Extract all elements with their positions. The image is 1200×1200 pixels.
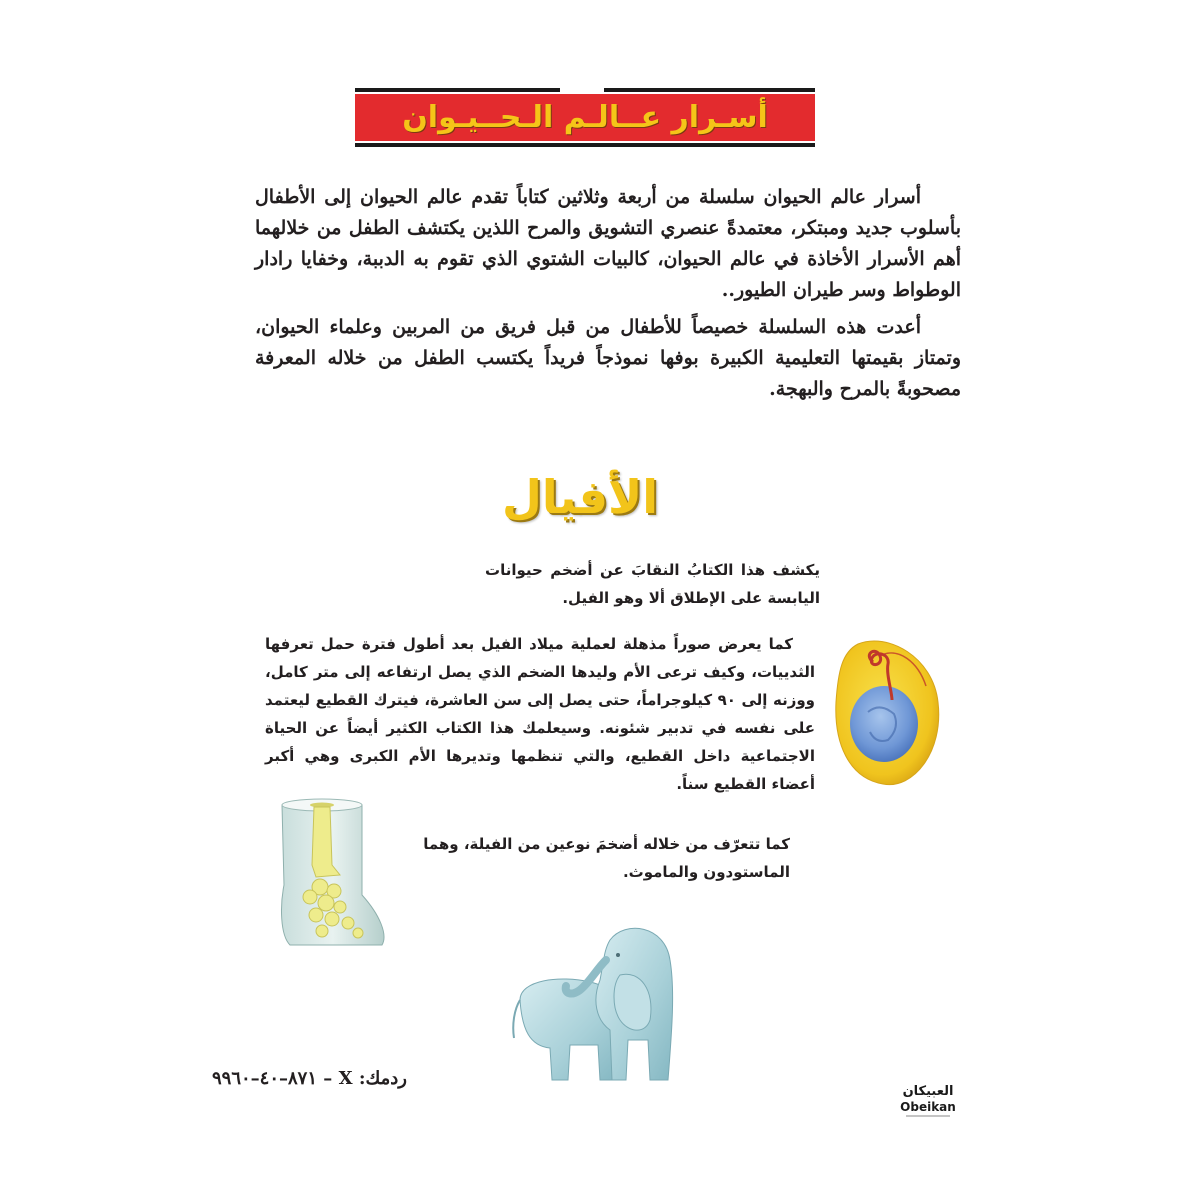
publisher-logo [900,1077,956,1121]
intro-paragraph: أسرار عالم الحيوان سلسلة من أربعة وثلاثين كتاباً تقدم عالم الحيوان إلى الأطفال بأسلوب جديد ومبتكر، معتمدةً عنصري التشويق والمرح اللذين يكتشف الطفل من خلالهما أهم الأسرار الأخاذة في عالم الحيوان، كالبيات الشتوي الذي تقوم به الدببة، وخفايا رادار الوطواط وسر طيران الطيور.. [255,186,961,301]
description-block-2 [265,630,815,804]
description-paragraph: كما تتعرّف من خلاله أضخمَ نوعين من الفيلة، وهما الماستودون والماموث. [423,835,790,881]
elephant-leg-skeleton-illustration [270,795,390,955]
series-banner [355,88,815,148]
banner-bottom-rule [355,143,815,147]
svg-text:العبيكان: العبيكان [902,1084,954,1099]
svg-text:Obeikan: Obeikan [900,1100,956,1114]
series-title: أسـرار عــالـم الـحــيـوان [402,100,768,135]
elephants-icon [500,920,680,1085]
banner-red-band [355,94,815,141]
leg-skeleton-icon [270,795,390,955]
mother-and-calf-elephants-illustration [500,920,680,1085]
embryo-icon [828,632,946,792]
description-block-1 [485,556,820,618]
description-paragraph: كما يعرض صوراً مذهلة لعملية ميلاد الفيل بعد أطول فترة حمل تعرفها الثدييات، وكيف ترعى الأم وليدها الضخم الذي يصل ارتفاعه إلى متر كامل، ووزنه إلى ٩٠ كيلوجراماً، حتى يصل إلى سن العاشرة، فيترك القطيع ليعتمد على نفسه في تدبير شئونه. وسيعلمك هذا الكتاب الكثير أيضاً عن الحياة الاجتماعية داخل القطيع، والتي تنظمها وتديرها الأم الكبرى وهي أكبر أعضاء القطيع سناً. [265,635,816,793]
isbn-number: ردمك: X – ٨٧١–٤٠–٩٩٦٠ [212,1068,407,1089]
series-intro [255,182,961,411]
description-paragraph: يكشف هذا الكتابُ النقابَ عن أضخم حيوانات اليابسة على الإطلاق ألا وهو الفيل. [485,561,820,607]
elephant-embryo-illustration [828,632,946,792]
intro-paragraph: أعدت هذه السلسلة خصيصاً للأطفال من قبل فريق من المربين وعلماء الحيوان، وتمتاز بقيمتها التعليمية الكبيرة بوفها نموذجاً فريداً يكتسب الطفل من خلاله المعرفة مصحوبةً بالمرح والبهجة. [255,316,961,400]
book-title: الأفيال [501,470,659,524]
banner-top-rule-gap [560,88,604,92]
obeikan-logo-icon [900,1077,956,1121]
description-block-3 [400,830,790,892]
